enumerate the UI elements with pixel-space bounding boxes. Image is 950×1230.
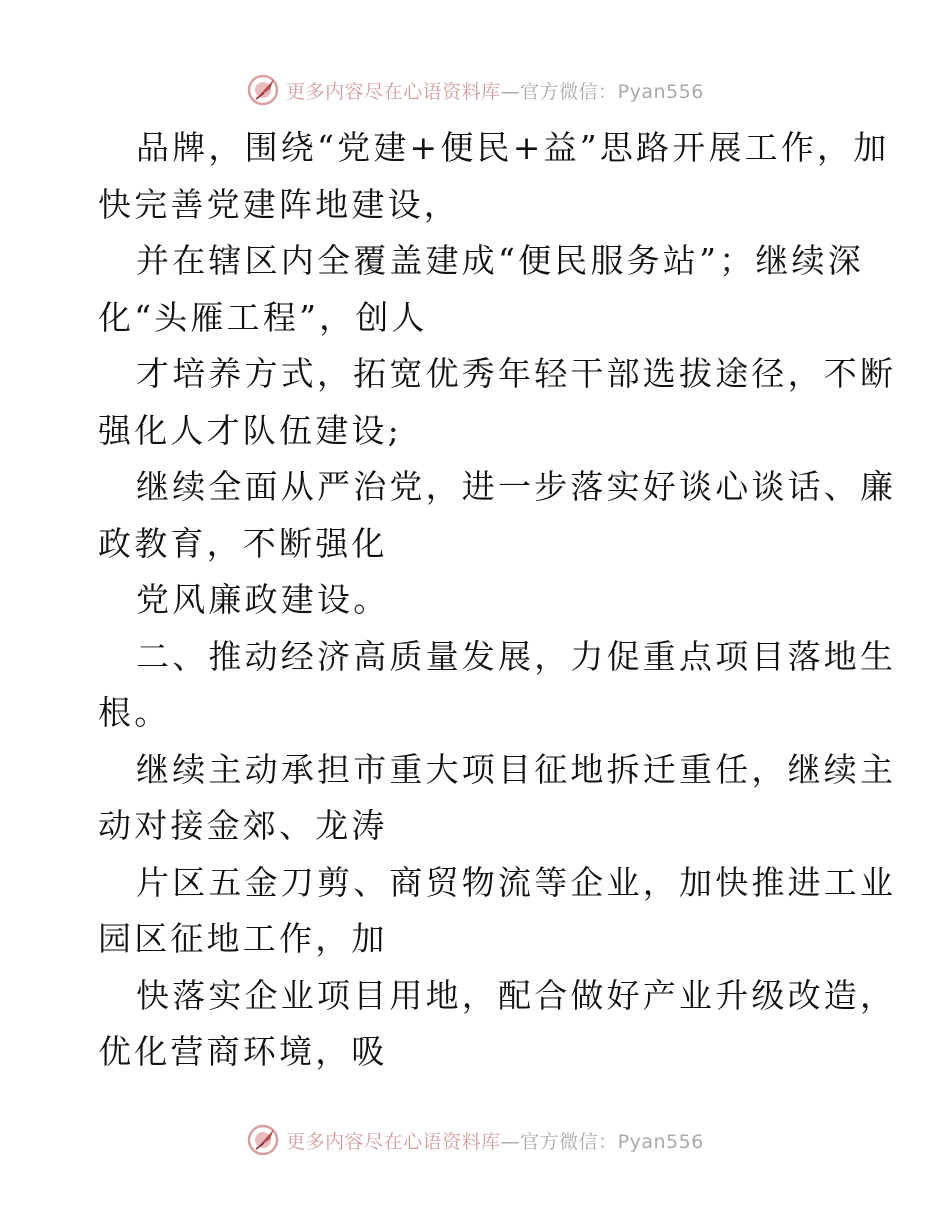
text-line: 片区五金刀剪、商贸物流等企业，加快推进工业 — [136, 862, 897, 902]
watermark-wechat: 官方微信：Pyan556 — [520, 1130, 704, 1153]
text-line: 政教育，不断强化 — [98, 523, 388, 563]
footer-watermark — [0, 1120, 950, 1160]
text-line: 根。 — [98, 693, 171, 732]
watermark-separator: — — [500, 1130, 521, 1153]
watermark-text — [286, 77, 704, 104]
text-line: 才培养方式，拓宽优秀年轻干部选拔途径，不断 — [136, 354, 897, 393]
text-line: 继续主动承担市重大项目征地拆迁重任，继续主 — [136, 749, 897, 789]
text-line: 品牌，围绕“党建+便民+益”思路开展工作，加 — [136, 128, 890, 167]
text-line: 园区征地工作，加 — [98, 919, 388, 958]
text-line: 强化人才队伍建设; — [98, 410, 402, 450]
header-watermark — [0, 70, 950, 110]
quill-logo-icon — [246, 1123, 280, 1157]
text-line: 化“头雁工程”，创人 — [98, 297, 428, 337]
text-line: 优化营商环境，吸 — [98, 1032, 388, 1071]
text-line: 继续全面从严治党，进一步落实好谈心谈话、廉 — [136, 467, 897, 506]
paragraph-8 — [98, 855, 897, 968]
section-heading-2 — [98, 629, 897, 742]
paragraph-3 — [98, 346, 897, 459]
text-line: 快完善党建阵地建设， — [98, 184, 460, 224]
watermark-brand: 更多内容尽在心语资料库 — [286, 80, 501, 103]
watermark-wechat: 官方微信：Pyan556 — [520, 80, 704, 103]
watermark-text — [286, 1127, 704, 1154]
paragraph-2 — [98, 233, 864, 346]
text-line: 动对接金郊、龙涛 — [98, 806, 388, 845]
quill-logo-icon — [246, 73, 280, 107]
paragraph-4 — [98, 459, 897, 572]
paragraph-7 — [98, 742, 897, 855]
watermark-brand: 更多内容尽在心语资料库 — [286, 1130, 501, 1153]
text-line: 并在辖区内全覆盖建成“便民服务站”；继续深 — [136, 241, 864, 280]
paragraph-1 — [98, 120, 890, 233]
text-line: 党风廉政建设。 — [136, 580, 390, 619]
document-body — [98, 120, 897, 1081]
text-line: 二、推动经济高质量发展，力促重点项目落地生 — [136, 636, 897, 676]
paragraph-5 — [98, 572, 858, 629]
watermark-separator: — — [500, 80, 521, 103]
text-line: 快落实企业项目用地，配合做好产业升级改造， — [136, 975, 897, 1015]
paragraph-9 — [98, 968, 897, 1081]
